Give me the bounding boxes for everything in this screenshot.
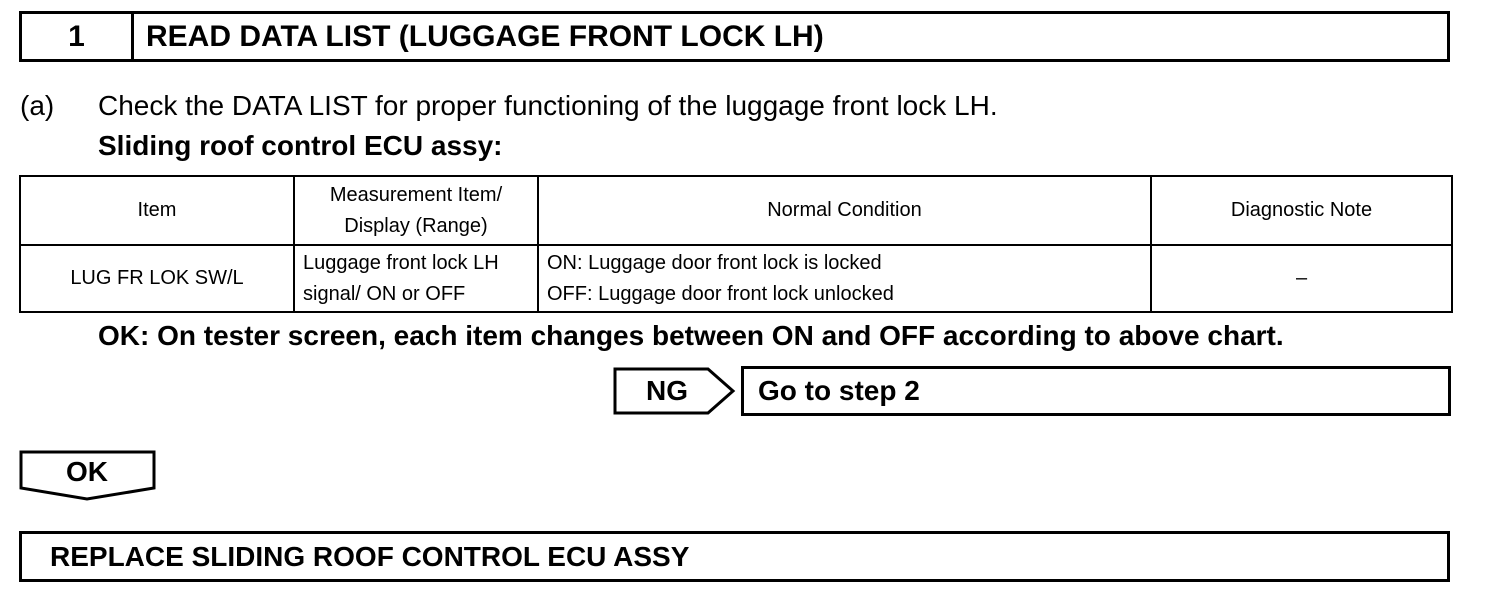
data-list-table [19,175,1453,313]
ng-action-box: Go to step 2 [741,366,1451,416]
ecu-label: Sliding roof control ECU assy: [98,130,503,161]
sub-step-label: (a) [20,90,55,121]
header-item: Item [20,176,294,245]
ng-label: NG [646,375,688,406]
header-diagnostic-note: Diagnostic Note [1151,176,1452,245]
cell-measurement [294,245,538,312]
step-title: READ DATA LIST (LUGGAGE FRONT LOCK LH) [146,19,824,53]
cell-normal-line1: ON: Luggage door front lock is locked [547,251,882,274]
header-measurement-line1: Measurement Item/ [329,183,503,206]
ok-criteria: OK: On tester screen, each item changes between ON and OFF according to above chart. [98,320,1284,351]
step-number: 1 [22,14,134,59]
cell-item: LUG FR LOK SW/L [20,245,294,312]
header-measurement-line2: Display (Range) [344,214,488,237]
cell-diagnostic-note: – [1151,245,1452,312]
cell-measurement-line2: signal/ ON or OFF [303,282,466,305]
step-header [19,11,1450,62]
table-row [20,245,1452,312]
table-header-row [20,176,1452,245]
cell-normal-line2: OFF: Luggage door front lock unlocked [547,282,894,305]
ok-label: OK [66,456,108,487]
header-normal-condition: Normal Condition [538,176,1151,245]
cell-measurement-line1: Luggage front lock LH [303,251,499,274]
final-action-box: REPLACE SLIDING ROOF CONTROL ECU ASSY [19,531,1450,582]
cell-normal-condition [538,245,1151,312]
header-measurement [294,176,538,245]
instruction-text: Check the DATA LIST for proper functioning of the luggage front lock LH. [98,90,998,121]
